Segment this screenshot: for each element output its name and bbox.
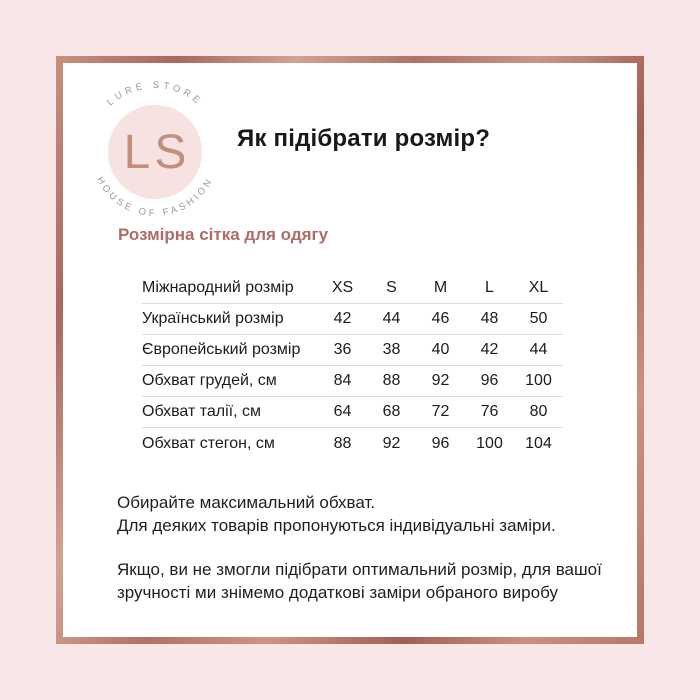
- row-value: M: [433, 279, 448, 296]
- note-paragraph: Якщо, ви не змогли підібрати оптимальний розмір, для вашої зручності ми знімемо додаткові заміри обраного виробу: [117, 560, 602, 602]
- row-value: 88: [382, 372, 401, 389]
- note-line-2: Для деяких товарів пропонуються індивідуальні заміри.: [117, 516, 556, 535]
- row-value: 44: [382, 310, 401, 327]
- table-row-international: [142, 273, 563, 304]
- row-value: 80: [529, 403, 548, 420]
- row-value: 84: [333, 372, 352, 389]
- logo-monogram: LS: [123, 126, 191, 179]
- row-value: 40: [431, 341, 450, 358]
- table-row-hips: [142, 428, 563, 459]
- row-value: 36: [333, 341, 352, 358]
- row-value: 38: [382, 341, 401, 358]
- row-value: 50: [529, 310, 548, 327]
- row-value: 44: [529, 341, 548, 358]
- size-chart-table: [142, 273, 563, 459]
- row-value: 88: [333, 434, 352, 452]
- logo-arc-top-text: LURE STORE: [105, 79, 205, 109]
- rose-gold-frame: [56, 56, 644, 644]
- row-value: S: [386, 279, 397, 296]
- size-guide-card: [63, 63, 637, 637]
- table-row-chest: [142, 366, 563, 397]
- row-value: 104: [525, 434, 552, 452]
- row-value: 100: [525, 372, 552, 389]
- row-label: Обхват грудей, см: [142, 372, 277, 389]
- brand-logo: [80, 77, 230, 227]
- row-value: XS: [331, 279, 354, 296]
- row-value: 64: [333, 403, 352, 420]
- row-value: XL: [528, 279, 549, 296]
- row-label: Обхват талії, см: [142, 403, 261, 420]
- page-title: Як підібрати розмір?: [237, 125, 491, 152]
- row-label: Міжнародний розмір: [142, 279, 294, 296]
- logo-arc-bottom-text: HOUSE OF FASHION: [94, 175, 216, 220]
- row-value: 92: [382, 434, 401, 452]
- note-line-1: Обирайте максимальний обхват.: [117, 493, 376, 512]
- row-value: 46: [431, 310, 450, 327]
- table-row-waist: [142, 397, 563, 428]
- notes-block: [117, 491, 612, 604]
- row-label: Обхват стегон, см: [142, 434, 275, 452]
- row-value: 42: [480, 341, 499, 358]
- row-value: 68: [382, 403, 401, 420]
- table-row-ukrainian: [142, 304, 563, 335]
- row-value: 92: [431, 372, 450, 389]
- row-value: L: [485, 279, 494, 296]
- row-label: Європейський розмір: [142, 341, 301, 358]
- row-label: Український розмір: [142, 310, 284, 327]
- table-row-european: [142, 335, 563, 366]
- row-value: 72: [431, 403, 450, 420]
- row-value: 100: [476, 434, 503, 452]
- size-chart-subtitle: Розмірна сітка для одягу: [118, 225, 329, 244]
- row-value: 48: [480, 310, 499, 327]
- row-value: 42: [333, 310, 352, 327]
- row-value: 96: [431, 434, 450, 452]
- row-value: 96: [480, 372, 499, 389]
- row-value: 76: [480, 403, 499, 420]
